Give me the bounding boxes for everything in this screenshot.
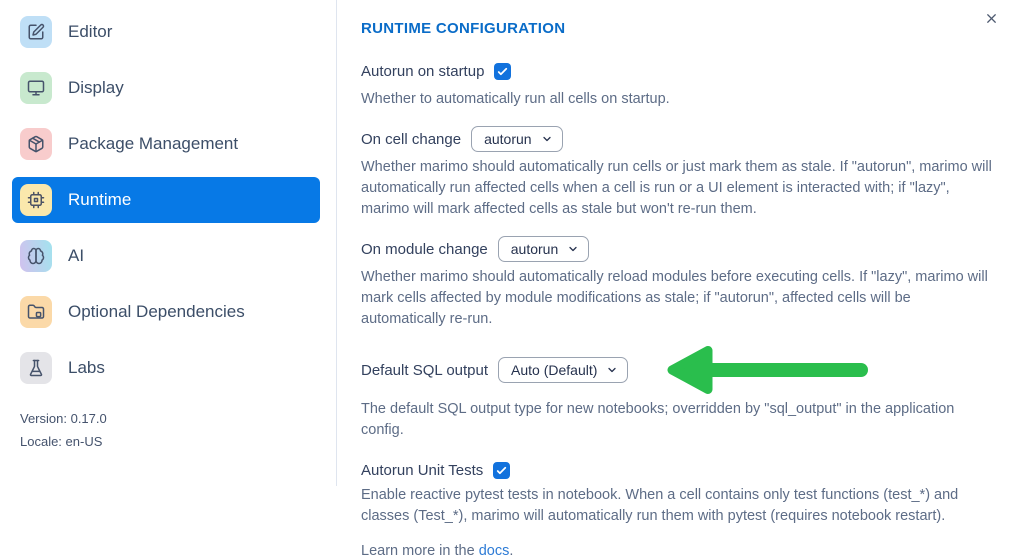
field-autorun-on-startup <box>361 58 994 110</box>
sidebar-meta <box>20 411 336 449</box>
sidebar-item-label: Package Management <box>68 134 239 153</box>
sidebar-item-label: Runtime <box>68 190 132 209</box>
settings-sidebar <box>0 0 337 486</box>
default-sql-output-select[interactable] <box>498 357 628 383</box>
learn-more-text: Learn more in the <box>361 543 479 559</box>
sidebar-item-package-management[interactable] <box>12 121 320 167</box>
sidebar-item-optional-dependencies[interactable] <box>12 289 320 335</box>
field-on-module-change <box>361 236 994 330</box>
package-icon <box>20 128 52 160</box>
field-default-sql-output <box>361 346 994 441</box>
field-label: On cell change <box>361 130 462 148</box>
field-description: Whether marimo should automatically reload modules before executing cells. If "lazy", marimo will mark cells affected by module modifications as stale; if "autorun", affected cells will be automatically re-run. <box>361 269 988 327</box>
field-description: The default SQL output type for new notebooks; overridden by "sql_output" in the application config. <box>361 401 955 438</box>
select-value: autorun <box>484 130 532 147</box>
sidebar-item-label: Display <box>68 78 124 97</box>
brain-icon <box>20 240 52 272</box>
sidebar-item-label: Labs <box>68 358 105 377</box>
close-icon[interactable] <box>982 9 1000 27</box>
field-description: Whether marimo should automatically run cells or just mark them as stale. If "autorun", marimo will automatically run affected cells when a cell is run or a UI element is interacted with; if "lazy", marimo will mark affected cells as stale but won't re-run them. <box>361 159 992 217</box>
field-description: Enable reactive pytest tests in notebook. When a cell contains only test functions (test_*) and classes (Test_*), marimo will automatically run them with pytest (requires notebook restart). <box>361 487 959 524</box>
on-cell-change-select[interactable] <box>471 126 562 152</box>
field-on-cell-change <box>361 126 994 220</box>
chevron-down-icon <box>606 364 618 376</box>
folder-cog-icon <box>20 296 52 328</box>
field-autorun-unit-tests <box>361 457 994 527</box>
learn-more-suffix: . <box>509 543 514 559</box>
square-pen-icon <box>20 16 52 48</box>
field-label: Autorun Unit Tests <box>361 461 484 479</box>
field-label: Autorun on startup <box>361 62 485 80</box>
chevron-down-icon <box>541 133 553 145</box>
version-text: Version: 0.17.0 <box>20 411 107 426</box>
sidebar-item-labs[interactable] <box>12 345 320 391</box>
sidebar-item-runtime[interactable] <box>12 177 320 223</box>
runtime-configuration-panel <box>337 0 1014 559</box>
learn-more-line <box>361 543 994 559</box>
monitor-icon <box>20 72 52 104</box>
cpu-icon <box>20 184 52 216</box>
field-label: On module change <box>361 240 488 258</box>
sidebar-item-label: AI <box>68 246 85 265</box>
sidebar-item-ai[interactable] <box>12 233 320 279</box>
field-description: Whether to automatically run all cells on startup. <box>361 91 670 107</box>
sidebar-item-editor[interactable] <box>12 9 320 55</box>
on-module-change-select[interactable] <box>498 236 589 262</box>
docs-link[interactable]: docs <box>478 543 510 559</box>
sidebar-item-label: Optional Dependencies <box>68 302 245 321</box>
sidebar-item-display[interactable] <box>12 65 320 111</box>
chevron-down-icon <box>567 243 579 255</box>
flask-icon <box>20 352 52 384</box>
autorun-startup-checkbox[interactable] <box>494 63 511 80</box>
locale-text: Locale: en-US <box>20 434 103 449</box>
select-value: Auto (Default) <box>511 361 598 378</box>
autorun-unit-tests-checkbox[interactable] <box>493 462 510 479</box>
page-title: RUNTIME CONFIGURATION <box>361 20 566 37</box>
sidebar-item-label: Editor <box>68 22 113 41</box>
green-arrow-annotation <box>662 346 874 394</box>
field-label: Default SQL output <box>361 361 489 379</box>
select-value: autorun <box>510 240 559 257</box>
